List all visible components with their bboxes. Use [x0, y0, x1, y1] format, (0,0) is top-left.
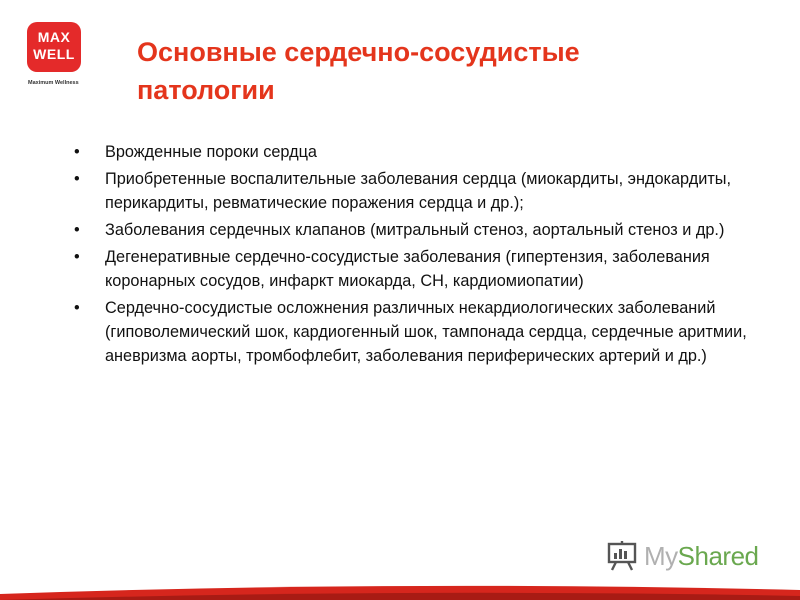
logo-line-2: WELL: [33, 46, 75, 62]
watermark-text-1: My: [644, 540, 678, 571]
bullet-item: [72, 296, 762, 368]
bullet-text: Врожденные пороки сердца: [105, 143, 317, 161]
bullet-marker: •: [74, 170, 80, 188]
bullet-list: [72, 140, 762, 371]
bullet-marker: •: [74, 248, 80, 266]
logo-tagline: Maximum Wellness: [28, 80, 79, 86]
bullet-text: Дегенеративные сердечно-сосудистые заболевания (гипертензия, заболевания коронарных сосудов, инфаркт миокарда, СН, кардиомиопатии): [105, 248, 710, 290]
bullet-marker: •: [74, 143, 80, 161]
bullet-item: [72, 218, 762, 242]
maxwell-logo: [27, 22, 83, 88]
logo-badge: [27, 22, 81, 72]
slide-title: Основные сердечно-сосудистые патологии: [137, 37, 580, 105]
logo-line-1: MAX: [37, 29, 71, 45]
bottom-decoration-swoosh: [0, 582, 800, 600]
bullet-item: [72, 140, 762, 164]
bullet-item: [72, 167, 762, 215]
bullet-marker: •: [74, 299, 80, 317]
bullet-text: Сердечно-сосудистые осложнения различных некардиологических заболеваний (гиповолемический шок, кардиогенный шок, тампонада сердца, сердечные аритмии, аневризма аорты, тромбофлебит, заболевания периферических артерий и др.): [105, 299, 747, 365]
watermark-text: [644, 541, 759, 572]
bullet-marker: •: [74, 221, 80, 239]
bullet-text: Заболевания сердечных клапанов (митральный стеноз, аортальный стеноз и др.): [105, 221, 725, 239]
presentation-board-icon: [606, 539, 640, 573]
bullet-text: Приобретенные воспалительные заболевания сердца (миокардиты, эндокардиты, перикардиты, ревматические поражения сердца и др.);: [105, 170, 732, 212]
bullet-item: [72, 245, 762, 293]
watermark-text-2: Shared: [677, 540, 759, 571]
myshared-watermark: [606, 536, 759, 576]
